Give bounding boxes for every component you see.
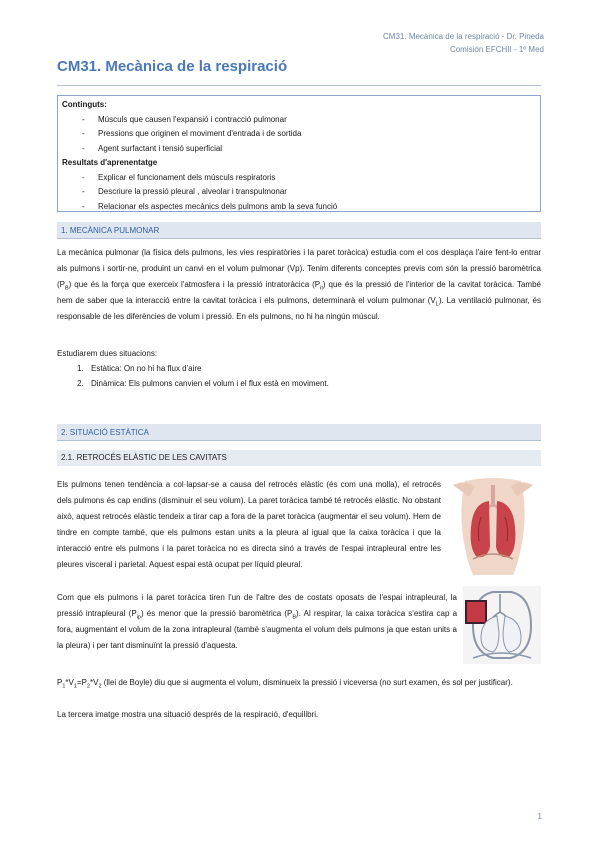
list-item: 1. Estàtica: On no hi ha flux d'aire bbox=[77, 364, 202, 373]
contents-box bbox=[57, 95, 541, 212]
running-header bbox=[383, 30, 544, 56]
section2-paragraph-2: Com que els pulmons i la paret toràcica tiren l'un de l'altre des de costats oposats de l'espai intrapleural, la pressió intrapleural $(P_{ip})$ és menor que la pressió baromètrica $(P_B)$. Al respirar, la caixa toràcica s'estira cap a fora, augmentant el volum de la zona intrapleural (també s'augmenta el volum dels pulmons ja que estan units a la pleura) i per tant disminuïnt la pressió d'aquesta. bbox=[57, 593, 458, 650]
page-number: 1 bbox=[537, 812, 542, 821]
page-title: CM31. Mecànica de la respiració bbox=[57, 58, 288, 75]
subsection-heading: 2.1. RETROCÉS ELÀSTIC DE LES CAVITATS bbox=[57, 450, 541, 466]
outcomes-heading: Resultats d'aprenentatge bbox=[62, 158, 158, 167]
contents-heading: Continguts: bbox=[62, 100, 107, 109]
situations-list bbox=[57, 346, 541, 391]
lungs-pleura-diagram-icon bbox=[463, 586, 541, 664]
section-heading-2: 2. SITUACIÓ ESTÀTICA bbox=[57, 424, 541, 441]
situations-intro: Estudiarem dues situacions: bbox=[57, 349, 158, 358]
header-line-2: Comisión EFCHII - 1º Med bbox=[449, 45, 544, 54]
section2-paragraph-4: La tercera imatge mostra una situació després de la respiració, d'equilibri. bbox=[57, 710, 319, 719]
list-item: - Pressions que originen el moviment d'entrada i de sortida bbox=[62, 127, 540, 142]
section-heading-1: 1. MECÀNICA PULMONAR bbox=[57, 222, 541, 239]
list-item: 2. Dinàmica: Els pulmons canvien el volum i el flux està en moviment. bbox=[77, 379, 329, 388]
list-item: - Agent surfactant i tensió superficial bbox=[62, 142, 540, 157]
list-item: - Relacionar els aspectes mecànics dels pulmons amb la seva funció bbox=[62, 200, 540, 215]
lungs-torso-illustration-icon bbox=[447, 477, 539, 575]
section2-paragraph-3: $P_1*V_1=P_2*V_2$ (llei de Boyle) diu que si augmenta el volum, disminueix la pressió i viceversa (no surt examen, és sol per justificar). bbox=[57, 678, 513, 690]
section1-paragraph: La mecànica pulmonar (la física dels pulmons, les vies respiratòries i la paret toràcica) estudia com el cos desplaça l'aire fent-lo entrar als pulmons i sortir-ne, produint un canvi en el volum pulmonar (Vp). Tenim diferents conceptes previs com són la pressió baromètrica $(P_B)$ que és la força que exerceix l'atmosfera i la pressió intratoràcica $(P_{it})$ que és la pressió de l'interior de la cavitat toràcica. També hem de saber que la interacció entre la cavitat toràcica i els pulmons, determinarà el volum pulmonar $(V_L)$. La ventilació pulmonar, és responsable de les diferències de volum i pressió. En els pulmons, no hi ha ningún múscul. bbox=[57, 248, 542, 321]
list-item: - Explicar el funcionament dels músculs respiratoris bbox=[62, 171, 540, 186]
contents-list bbox=[62, 113, 540, 157]
title-divider bbox=[57, 85, 541, 86]
list-item: - Músculs que causen l'expansió i contracció pulmonar bbox=[62, 113, 540, 128]
outcomes-list bbox=[62, 171, 540, 215]
section2-paragraph-1: Els pulmons tenen tendència a col·lapsar-se a causa del retrocés elàstic (és com una molla), el retrocés dels pulmons és cap endins (disminuir el seu volum). La paret toràcica també té retrocés elàstic. No obstant això, aquest retrocés elàstic tendeix a tirar cap a fora de la paret toràcica (augmentar el seu volum). Hem de tindre en compte també, que els pulmons estan units a la pleura al igual que la caixa toràcica i que la interacció entre els pulmons i la paret toràcica no es directa sinó a través de l'espai intrapleural entre les pleures visceral i parietal. Aquest espai està ocupat per líquid pleural. bbox=[57, 480, 441, 569]
header-line-1: CM31. Mecànica de la respiració - Dr. Pineda bbox=[383, 32, 544, 41]
list-item: - Descriure la pressió pleural , alveolar i transpulmonar bbox=[62, 185, 540, 200]
